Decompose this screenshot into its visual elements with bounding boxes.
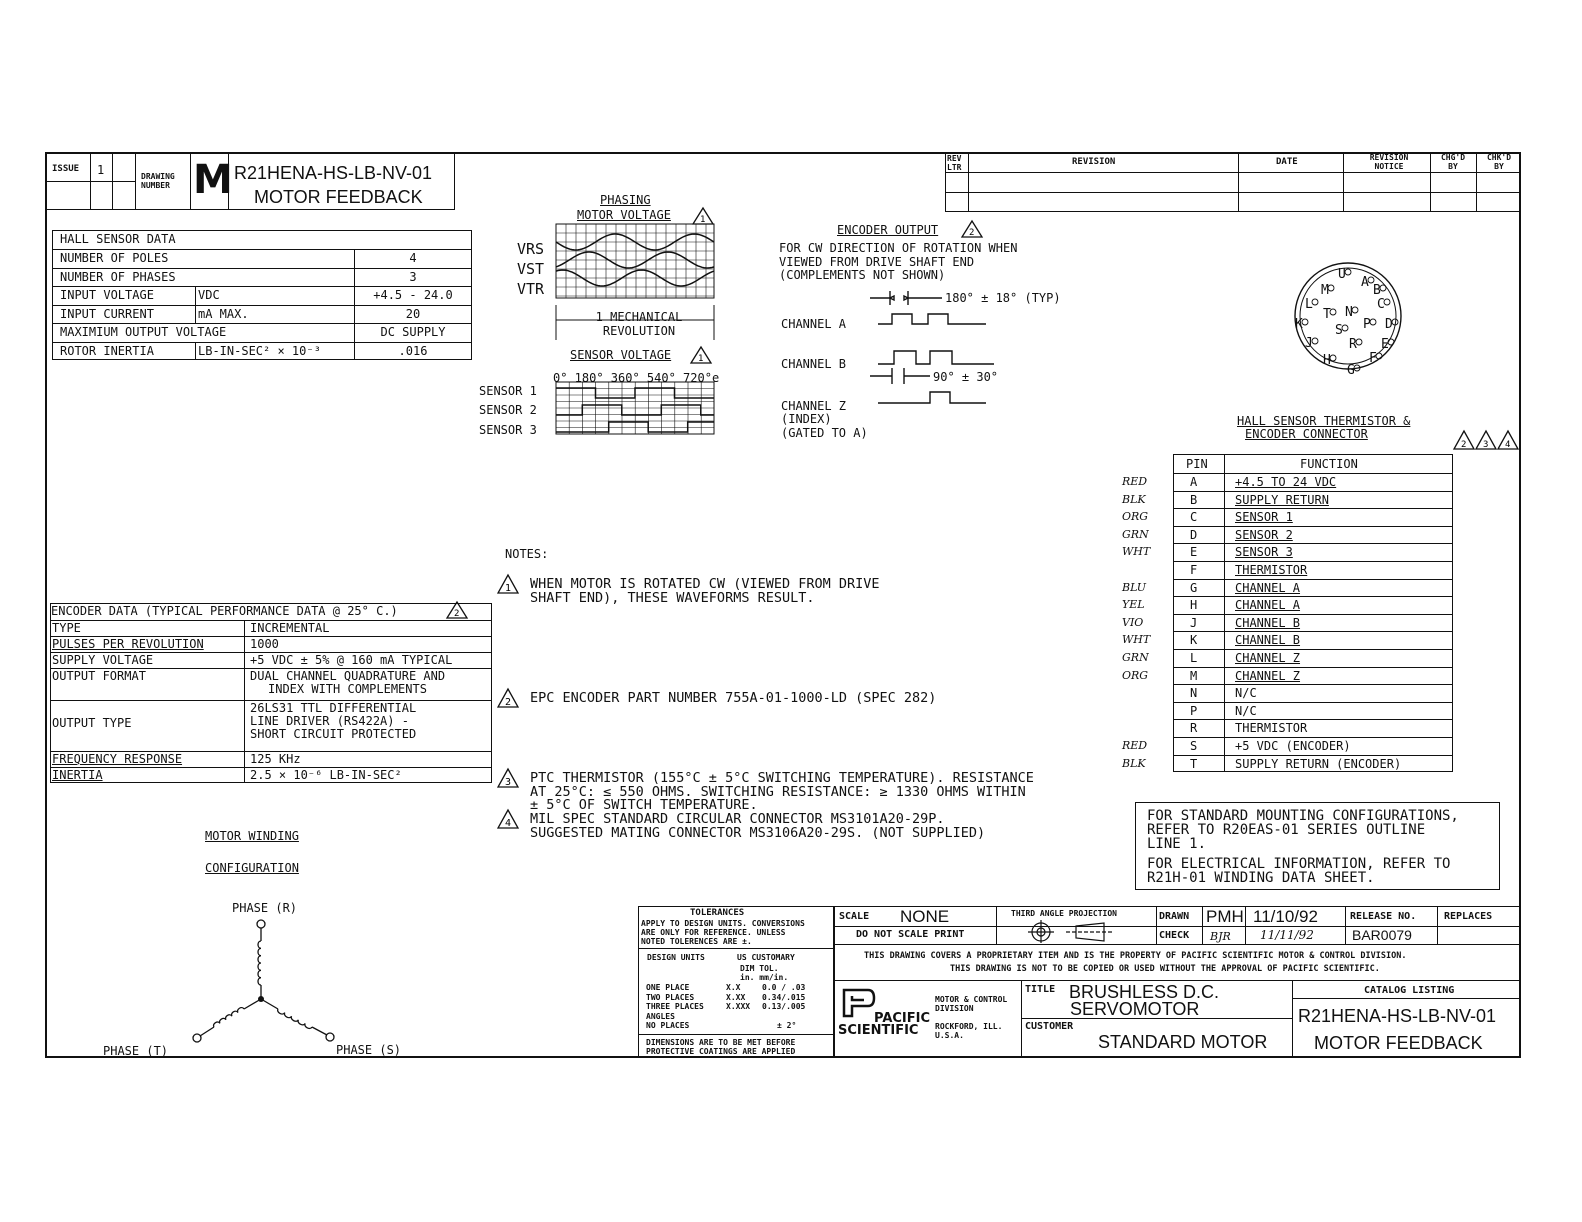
vst-label: VST (517, 260, 545, 278)
pin-row-divider (1173, 579, 1453, 580)
vrs-label: VRS (517, 240, 545, 258)
pin-letter: H (1190, 598, 1198, 613)
pin-function: SENSOR 2 (1235, 527, 1293, 542)
channel-z-index: (INDEX) (781, 412, 832, 426)
pin-letter: T (1190, 756, 1198, 771)
note-text: AT 25°C: ≤ 550 OHMS. SWITCHING RESISTANCE: ≥ 1330 OHMS WITHIN (530, 783, 1026, 800)
note-number-triangle (497, 687, 521, 709)
revision-header: REVISION (1072, 157, 1116, 167)
company-name-1: PACIFIC (874, 1011, 931, 1026)
pin-letter: D (1190, 527, 1198, 542)
connector-pin-label: D (1385, 317, 1393, 332)
hall-row-divider (52, 342, 472, 343)
issue-value: 1 (97, 163, 105, 177)
pin-function: CHANNEL Z (1235, 668, 1301, 683)
connector-pin-label: N (1345, 305, 1353, 320)
customer-label: CUSTOMER (1025, 1021, 1074, 1032)
encoder-row-label: PULSES PER REVOLUTION (52, 637, 204, 651)
encoder-row-label: INERTIA (52, 768, 103, 782)
pin-function: N/C (1235, 686, 1257, 701)
note-number: 3 (505, 777, 512, 788)
catalog-listing-label: CATALOG LISTING (1364, 985, 1455, 996)
channel-z-label: CHANNEL Z (781, 399, 847, 413)
wire-color-label: RED (1122, 475, 1148, 488)
angles-label: ANGLES (646, 1012, 675, 1021)
third-angle-label: THIRD ANGLE PROJECTION (1011, 909, 1117, 918)
company-logo (838, 986, 930, 1040)
connector-title-2: ENCODER CONNECTOR (1245, 427, 1368, 441)
encoder-row-value: SHORT CIRCUIT PROTECTED (250, 727, 417, 741)
connector-pin-socket (1345, 269, 1351, 275)
pin-row-divider (1173, 561, 1453, 562)
hall-row-unit: mA MAX. (198, 306, 249, 321)
hall-row-divider (52, 323, 472, 324)
pin-row-divider (1173, 649, 1453, 650)
drawing-subtitle: MOTOR FEEDBACK (254, 187, 423, 207)
sensor-3-label: SENSOR 3 (479, 423, 537, 437)
encoder-row-value: LINE DRIVER (RS422A) - (250, 714, 409, 728)
phase-r-label: PHASE (R) (232, 901, 298, 915)
connector-note-refs (1452, 428, 1524, 452)
encoder-row-label: OUTPUT FORMAT (52, 669, 146, 683)
channel-b-label: CHANNEL B (781, 357, 847, 371)
connector-pin-label: M (1321, 283, 1329, 298)
tolerance-format: X.XX (726, 992, 746, 1002)
connector-pin-label: C (1377, 297, 1385, 312)
phase-t-label: PHASE (T) (103, 1044, 169, 1058)
connector-pin-label: A (1361, 275, 1369, 290)
connector-pin-label: K (1295, 317, 1303, 332)
issue-label: ISSUE (52, 164, 80, 174)
tolerance-label: THREE PLACES (646, 1002, 704, 1011)
sensor-voltage-wave (556, 388, 714, 398)
encoder-row-label: TYPE (52, 621, 81, 635)
tolerances-title: TOLERANCES (690, 908, 745, 918)
pin-function: N/C (1235, 703, 1257, 718)
connector-pin-socket (1328, 285, 1334, 291)
pin-letter: S (1190, 739, 1198, 753)
pin-function: CHANNEL B (1235, 615, 1301, 630)
pin-function: THERMISTOR (1235, 721, 1308, 736)
pin-row-divider (1173, 508, 1453, 509)
drawing-number: R21HENA-HS-LB-NV-01 (234, 163, 433, 183)
wye-winding-diagram (180, 915, 350, 1045)
connector-pin-socket (1356, 339, 1362, 345)
proprietary-line-1: THIS DRAWING COVERS A PROPRIETARY ITEM AND IS THE PROPERTY OF PACIFIC SCIENTIFIC MOTOR & CONTROL DIVISION. (864, 951, 1407, 961)
hall-row-label: ROTOR INERTIA (60, 343, 154, 358)
encoder-row-label: FREQUENCY RESPONSE (52, 752, 183, 766)
dim-tol-header: DIM TOL. (740, 964, 779, 973)
division-line-1: MOTOR & CONTROL (935, 995, 1008, 1004)
pin-function: SENSOR 1 (1235, 510, 1293, 525)
pin-letter: L (1190, 651, 1198, 665)
encoder-row-value: INCREMENTAL (250, 621, 330, 635)
encoder-row-value: +5 VDC ± 5% @ 160 mA TYPICAL (250, 653, 453, 667)
hall-row-value: +4.5 - 24.0 (373, 288, 453, 302)
channel-b-phase-dimension: 90° ± 30° (933, 370, 999, 384)
dimensions-note-1: DIMENSIONS ARE TO BE MET BEFORE (646, 1038, 796, 1047)
encoder-row-label: SUPPLY VOLTAGE (52, 653, 154, 667)
connector-face-diagram (1285, 258, 1415, 378)
pin-letter: R (1190, 721, 1198, 736)
connector-pin-label: P (1363, 317, 1371, 332)
encoder-row-value: 1000 (250, 637, 279, 651)
note-number: 2 (505, 697, 512, 708)
check-date: 11/11/92 (1260, 928, 1314, 942)
pin-row-divider (1173, 526, 1453, 527)
hall-row-divider (52, 249, 472, 250)
pin-letter: B (1190, 492, 1198, 507)
wire-color-label: BLK (1122, 756, 1146, 770)
hall-row-value: 20 (405, 306, 421, 321)
sensor-2-label: SENSOR 2 (479, 403, 537, 417)
pin-function: CHANNEL A (1235, 598, 1301, 613)
hall-row-unit: LB-IN-SEC² × 10⁻³ (198, 343, 321, 358)
check-label: CHECK (1159, 930, 1190, 941)
encoder-desc-2: VIEWED FROM DRIVE SHAFT END (779, 255, 975, 269)
pin-function: THERMISTOR (1235, 563, 1308, 577)
hall-row-value: 4 (409, 251, 417, 265)
title-label: TITLE (1025, 984, 1056, 995)
encoder-data-note-ref (444, 600, 470, 620)
connector-pin-socket (1342, 325, 1348, 331)
note-text: MIL SPEC STANDARD CIRCULAR CONNECTOR MS3101A20-29P. (530, 811, 945, 827)
dimensions-note-2: PROTECTIVE COATINGS ARE APPLIED (646, 1047, 796, 1056)
pin-letter: K (1190, 633, 1198, 648)
pin-letter: J (1190, 615, 1198, 630)
encoder-desc-1: FOR CW DIRECTION OF ROTATION WHEN (779, 241, 1018, 255)
connector-pin-label: J (1305, 336, 1313, 351)
tolerance-format: X.X (726, 983, 741, 992)
connector-pin-socket (1380, 285, 1386, 291)
chkd-by-header: CHK'D BY (1486, 153, 1512, 171)
division-line-2: DIVISION (935, 1004, 974, 1013)
wire-color-label: WHT (1122, 545, 1151, 559)
encoder-row-value: INDEX WITH COMPLEMENTS (268, 682, 427, 696)
phase-s-label: PHASE (S) (336, 1043, 402, 1057)
note-number-triangle (497, 767, 521, 789)
pin-function: CHANNEL Z (1235, 651, 1301, 665)
note-number: 4 (505, 818, 512, 829)
pin-row-divider (1173, 596, 1453, 597)
chgd-by-header: CHG'D BY (1440, 153, 1466, 171)
pin-row-divider (1173, 473, 1453, 474)
title-line-2: SERVOMOTOR (1070, 999, 1200, 1019)
wire-color-label: YEL (1122, 598, 1145, 612)
connector-pin-label: T (1323, 307, 1331, 322)
wire-color-label: BLK (1122, 492, 1146, 506)
pin-letter: P (1190, 703, 1198, 718)
hall-sensor-title: HALL SENSOR DATA (60, 232, 176, 246)
pin-function: CHANNEL A (1235, 580, 1301, 595)
svg-text:3: 3 (1483, 440, 1489, 450)
encoder-data-title: ENCODER DATA (TYPICAL PERFORMANCE DATA @ 25° C.) (51, 604, 398, 618)
pin-row-divider (1173, 719, 1453, 720)
pin-function: +5 VDC (ENCODER) (1235, 739, 1351, 753)
encoder-row-value: 2.5 × 10⁻⁶ LB-IN-SEC² (250, 768, 402, 782)
pin-row-divider (1173, 755, 1453, 756)
pin-letter: E (1190, 545, 1198, 560)
pin-function: SUPPLY RETURN (ENCODER) (1235, 756, 1402, 771)
pin-row-divider (1173, 737, 1453, 738)
hall-col-divider (354, 249, 355, 360)
tolerance-label: TWO PLACES (646, 992, 695, 1002)
svg-text:2: 2 (969, 228, 975, 238)
hall-row-divider (52, 268, 472, 269)
note-number-triangle (497, 808, 521, 830)
mounting-line-2: REFER TO R20EAS-01 SERIES OUTLINE (1147, 822, 1426, 838)
scale-value: NONE (900, 907, 950, 926)
pin-function: +4.5 TO 24 VDC (1235, 475, 1337, 489)
hall-row-label: NUMBER OF POLES (60, 251, 169, 265)
title-line-1: BRUSHLESS D.C. (1069, 982, 1220, 1002)
pin-letter: G (1190, 580, 1198, 595)
catalog-line-2: MOTOR FEEDBACK (1314, 1033, 1483, 1053)
connector-pin-label: B (1373, 283, 1381, 298)
hall-row-unit: VDC (198, 288, 220, 302)
connector-pin-label: S (1335, 323, 1343, 338)
pin-row-divider (1173, 491, 1453, 492)
tolerance-value: 0.34/.015 (762, 992, 806, 1002)
proprietary-line-2: THIS DRAWING IS NOT TO BE COPIED OR USED WITHOUT THE APPROVAL OF PACIFIC SCIENTIFIC. (950, 964, 1380, 974)
electrical-line-2: R21H-01 WINDING DATA SHEET. (1147, 870, 1375, 886)
hall-row-label: MAXIMIUM OUTPUT VOLTAGE (60, 325, 227, 339)
connector-title-1: HALL SENSOR THERMISTOR & (1237, 414, 1411, 428)
rev-ltr-header: REV LTR (947, 154, 962, 172)
dim-units: in. mm/in. (740, 973, 789, 982)
pin-row-divider (1173, 667, 1453, 668)
pin-letter: C (1190, 510, 1198, 525)
note-text: SHAFT END), THESE WAVEFORMS RESULT. (530, 589, 815, 606)
connector-pin-socket (1376, 353, 1382, 359)
sensor-voltage-title: SENSOR VOLTAGE (570, 348, 672, 362)
channel-a-width-dimension: 180° ± 18° (TYP) (945, 291, 1061, 305)
encoder-row-value: 26LS31 TTL DIFFERENTIAL (250, 701, 417, 715)
connector-pin-socket (1384, 299, 1390, 305)
pin-row-divider (1173, 684, 1453, 685)
company-name-2: SCIENTIFIC (838, 1023, 919, 1038)
electrical-line-1: FOR ELECTRICAL INFORMATION, REFER TO (1147, 856, 1451, 872)
drawn-date: 11/10/92 (1253, 907, 1318, 926)
wire-color-label: ORG (1122, 510, 1149, 524)
date-header: DATE (1276, 157, 1298, 167)
connector-pin-socket (1312, 338, 1318, 344)
svg-text:2: 2 (454, 609, 460, 619)
pin-row-divider (1173, 702, 1453, 703)
tolerance-value: 0.0 / .03 (762, 983, 806, 992)
winding-title-1: MOTOR WINDING (205, 829, 299, 843)
vtr-label: VTR (517, 280, 545, 298)
hall-row-label: INPUT VOLTAGE (60, 288, 154, 302)
connector-pin-label: E (1381, 337, 1389, 352)
wire-color-label: VIO (1122, 615, 1144, 629)
function-column-header: FUNCTION (1300, 457, 1358, 471)
hall-row-divider (52, 305, 472, 306)
connector-pin-label: H (1323, 353, 1331, 368)
channel-a-label: CHANNEL A (781, 317, 847, 331)
svg-text:1: 1 (700, 215, 706, 225)
notes-title: NOTES: (505, 547, 549, 561)
connector-pin-label: F (1369, 351, 1377, 366)
third-angle-projection-symbol (1026, 918, 1122, 944)
pin-function: SENSOR 3 (1235, 545, 1293, 560)
connector-pin-socket (1302, 319, 1308, 325)
connector-pin-label: U (1338, 267, 1346, 282)
pin-letter: N (1190, 686, 1198, 701)
encoder-output-title: ENCODER OUTPUT (837, 223, 939, 237)
connector-pin-socket (1330, 355, 1336, 361)
tolerance-format: X.XXX (726, 1002, 751, 1011)
connector-pin-label: R (1349, 337, 1357, 352)
encoder-desc-3: (COMPLEMENTS NOT SHOWN) (779, 268, 946, 282)
us-customary-label: US CUSTOMARY (737, 953, 795, 962)
note-text: PTC THERMISTOR (155°C ± 5°C SWITCHING TEMPERATURE). RESISTANCE (530, 770, 1034, 786)
pin-row-divider (1173, 614, 1453, 615)
wire-color-label: BLU (1122, 580, 1147, 594)
note-number-triangle (497, 573, 521, 595)
motor-voltage-title: MOTOR VOLTAGE (577, 208, 671, 222)
pin-row-divider (1173, 631, 1453, 632)
phasing-title: PHASING (600, 193, 651, 207)
no-places-label: NO PLACES (646, 1021, 690, 1030)
pin-row-divider (1173, 543, 1453, 544)
svg-text:2: 2 (1461, 440, 1467, 450)
winding-title-2: CONFIGURATION (205, 861, 299, 875)
mounting-line-3: LINE 1. (1147, 836, 1207, 852)
connector-pin-label: G (1347, 363, 1355, 378)
customer-value: STANDARD MOTOR (1098, 1032, 1268, 1052)
note-text: WHEN MOTOR IS ROTATED CW (VIEWED FROM DRIVE (530, 576, 880, 592)
connector-pin-socket (1352, 307, 1358, 313)
connector-pin-socket (1370, 319, 1376, 325)
note-text: SUGGESTED MATING CONNECTOR MS3106A20-29S. (NOT SUPPLIED) (530, 824, 986, 841)
hall-row-value: DC SUPPLY (380, 325, 446, 339)
tolerances-text-1: APPLY TO DESIGN UNITS. CONVERSIONS (641, 919, 805, 928)
pin-column-header: PIN (1186, 457, 1208, 471)
size-letter: M (193, 157, 233, 203)
connector-pin-socket (1312, 299, 1318, 305)
connector-pin-socket (1330, 309, 1336, 315)
pin-letter: M (1190, 668, 1198, 683)
hall-unit-divider (195, 286, 196, 323)
note-number: 1 (505, 583, 512, 594)
tolerance-label: ONE PLACE (646, 983, 690, 992)
drawn-label: DRAWN (1159, 911, 1190, 922)
hall-row-value: 3 (409, 269, 417, 284)
angle-tolerance: ± 2° (777, 1021, 797, 1030)
tolerances-text-2: ARE ONLY FOR REFERENCE. UNLESS (641, 928, 786, 937)
do-not-scale-label: DO NOT SCALE PRINT (856, 929, 965, 940)
hall-unit-divider (195, 342, 196, 360)
replaces-label: REPLACES (1444, 911, 1493, 922)
pin-function: SUPPLY RETURN (1235, 492, 1329, 507)
wire-color-label: ORG (1122, 668, 1149, 682)
encoder-row-label: OUTPUT TYPE (52, 716, 132, 730)
note-text: ± 5°C OF SWITCH TEMPERATURE. (530, 797, 758, 813)
hall-row-label: INPUT CURRENT (60, 306, 154, 321)
catalog-line-1: R21HENA-HS-LB-NV-01 (1298, 1006, 1497, 1026)
note-text: EPC ENCODER PART NUMBER 755A-01-1000-LD (SPEC 282) (530, 690, 937, 706)
design-units-label: DESIGN UNITS (647, 953, 705, 962)
channel-z-gated: (GATED TO A) (781, 426, 868, 440)
encoder-output-note-ref (959, 219, 985, 239)
mechanical-revolution-label: 1 MECHANICAL REVOLUTION (595, 310, 683, 338)
scale-label: SCALE (839, 911, 870, 922)
pin-function: CHANNEL B (1235, 633, 1301, 648)
pin-letter: A (1190, 475, 1198, 489)
wire-color-label: GRN (1122, 527, 1149, 541)
encoder-row-value: DUAL CHANNEL QUADRATURE AND (250, 669, 446, 683)
connector-pin-label: L (1305, 297, 1313, 312)
encoder-waveforms (860, 288, 1000, 413)
hall-row-value: .016 (398, 343, 428, 358)
tolerances-text-3: NOTED TOLERENCES ARE ±. (641, 937, 752, 946)
svg-text:4: 4 (1505, 440, 1511, 450)
encoder-row-value: 125 KHz (250, 752, 301, 766)
drawing-number-label: DRAWING NUMBER (141, 172, 175, 190)
hall-row-label: NUMBER OF PHASES (60, 269, 176, 284)
wire-color-label: GRN (1122, 651, 1149, 664)
electrical-angle-labels: 0° 180° 360° 540° 720°e (553, 371, 720, 385)
hall-row-divider (52, 286, 472, 287)
location-line-1: ROCKFORD, ILL. (935, 1022, 1003, 1031)
check-by: BJR (1210, 930, 1231, 943)
mounting-line-1: FOR STANDARD MOUNTING CONFIGURATIONS, (1147, 808, 1459, 824)
release-no: BAR0079 (1352, 927, 1412, 943)
wire-color-label: WHT (1122, 633, 1151, 647)
location-line-2: U.S.A. (935, 1031, 964, 1040)
revision-notice-header: REVISION NOTICE (1369, 153, 1409, 171)
wire-color-label: RED (1122, 739, 1148, 752)
sensor-1-label: SENSOR 1 (479, 384, 537, 398)
release-label: RELEASE NO. (1350, 911, 1417, 922)
drawn-by: PMH (1206, 907, 1244, 926)
tolerance-value: 0.13/.005 (762, 1002, 806, 1011)
pin-letter: F (1190, 563, 1198, 577)
svg-text:1: 1 (698, 354, 704, 364)
